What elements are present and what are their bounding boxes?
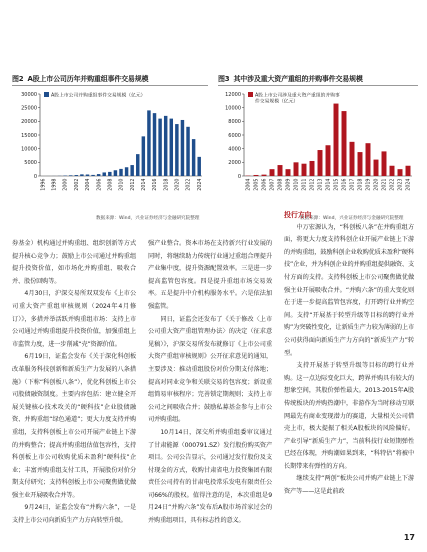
bar — [390, 166, 395, 176]
bar — [197, 157, 200, 176]
text-column-right-body — [284, 222, 414, 499]
x-tick-label: 2015 — [334, 178, 340, 191]
page-number: 17 — [403, 533, 415, 542]
figure-2-source: 数据来源：Wind，兴业证券经济与金融研究院整理 — [96, 216, 200, 221]
bar — [125, 167, 128, 176]
section-heading: 投行方向 — [284, 211, 312, 219]
x-tick-label: 2010 — [119, 178, 125, 191]
x-tick-label: 1998 — [52, 178, 58, 191]
figure-3 — [218, 74, 418, 209]
x-tick-label: 2008 — [278, 178, 284, 191]
x-tick-label: 2012 — [310, 178, 316, 191]
bar — [262, 175, 267, 176]
x-tick-label: 2002 — [74, 178, 80, 191]
bar — [181, 120, 184, 176]
x-tick-label: 2004 — [246, 178, 252, 191]
x-tick-label: 2006 — [97, 178, 103, 191]
bar — [278, 165, 283, 176]
x-tick-label: 2005 — [254, 178, 260, 191]
x-tick-label: 2018 — [358, 178, 364, 191]
legend-label: A股上市公司并购重组事件交易规模（亿元） — [51, 93, 146, 99]
legend-swatch — [44, 92, 49, 97]
x-tick-label: 2023 — [398, 178, 404, 191]
paragraph: 中万宏源认为，“科创板八条”在并购重组方面，将更大力度支持科创企业开展产业链上下游的并购重组，鼓励科创企业收购优质未盈利“硬科技”企业，并为科创企业的并购重组提供融资、支付方面的支持。支持科创板上市公司聚焦做优做强主业开展吸收合并。“并购六条”的重大变化则在于进一步提高监管包容度，打开跨行业并购空间。支持“开展基于转型升级等目标的跨行业并购”为突破性变化，让新质生产力较为薄弱的上市公司获得面向新质生产力方向的“新质生产力”转型。 — [284, 223, 414, 357]
x-tick-label: 2022 — [186, 178, 192, 191]
figure-2-rule — [12, 85, 208, 86]
x-tick-label: 2014 — [326, 178, 332, 191]
bar — [170, 119, 173, 176]
bar — [136, 154, 139, 176]
bar — [350, 142, 355, 176]
x-tick-label: 2016 — [153, 178, 159, 191]
bar — [302, 164, 307, 176]
paragraph: 4月30日，沪深交易所双双发布《上市公司重大资产重组审核规则（2024年4月修订）》，多措并举活跃并购重组市场：支持上市公司通过并购重组提升投资价值，加强重组上市监管力度，进一步削减“壳”资源价值。 — [12, 290, 136, 348]
x-tick-label: 2018 — [164, 178, 170, 191]
x-tick-label: 2016 — [342, 178, 348, 191]
x-tick-label: 2020 — [175, 178, 181, 191]
bar — [334, 104, 339, 176]
bar — [153, 113, 156, 176]
x-tick-label: 2000 — [63, 178, 69, 191]
y-tick-label: 25000 — [21, 105, 37, 112]
bar — [108, 172, 111, 176]
legend-swatch — [248, 92, 253, 97]
y-tick-label: 15000 — [21, 132, 37, 139]
y-tick-label: 5000 — [24, 160, 37, 167]
bar — [75, 175, 78, 176]
figure-3-chart — [218, 88, 418, 200]
figure-2-title: 图2 A股上市公司历年并购重组事件交易规模 — [12, 75, 149, 83]
x-tick-label: 2022 — [390, 178, 396, 191]
bar — [382, 151, 387, 176]
bar — [310, 161, 315, 176]
x-tick-label: 2019 — [366, 178, 372, 191]
text-column-middle — [148, 238, 272, 528]
bar — [80, 174, 83, 176]
bar — [270, 169, 275, 176]
x-tick-label: 2020 — [374, 178, 380, 191]
bar — [186, 127, 189, 176]
y-tick-label: 12000 — [225, 91, 241, 98]
figure-2-chart — [12, 88, 208, 200]
bar — [406, 166, 411, 176]
y-tick-label: 10000 — [21, 146, 37, 153]
bar — [97, 174, 100, 176]
legend-line: 件交易规模（亿元） — [255, 99, 299, 105]
bar — [374, 160, 379, 176]
y-tick-label: 2000 — [228, 160, 241, 167]
bar — [318, 150, 323, 176]
x-tick-label: 2008 — [108, 178, 114, 191]
bar — [175, 124, 178, 176]
bar — [158, 119, 161, 176]
bar — [366, 143, 371, 176]
y-tick-label: 0 — [237, 173, 241, 180]
x-tick-label: 2017 — [350, 178, 356, 191]
bar — [286, 169, 291, 176]
x-tick-label: 2012 — [130, 178, 136, 191]
bar — [69, 175, 72, 176]
x-tick-label: 2009 — [286, 178, 292, 191]
bar — [130, 165, 133, 176]
legend-label — [255, 91, 340, 104]
figure-3-source: 数据来源：Wind，兴业证券经济与金融研究院整理 — [300, 216, 404, 221]
paragraph: 6月19日，证监会发布《关于深化科创板改革服务科技创新和新质生产力发展的八条措施》（下称“科创板八条”），优化科创板上市公司股债融资制度。主要内容包括：建立健全开展关键核心技术攻关的“硬科技”企业股债融资、并购重组“绿色通道”；更大力度支持并购重组，支持科创板上市公司开展产业链上下游的并购整合；提高并购重组估值包容性，支持科创板上市公司收购优质未盈利“硬科技”企业；丰富并购重组支付工具，开展股份对价分期支付研究；支持科创板上市公司聚焦做优做强主业开展吸收合并等。 — [12, 353, 136, 499]
y-tick-label: 0 — [33, 173, 37, 180]
x-tick-label: 2014 — [141, 178, 147, 191]
y-tick-label: 6000 — [228, 132, 241, 139]
paragraph: 券基金）机构通过并购重组、组织创新等方式提升核心竞争力；鼓励上市公司通过并购重组提升投资价值，如市场化并购重组、吸收合并、股份回购等。 — [12, 240, 136, 285]
legend-line: A股上市公司涉及重大资产重组的并购事 — [255, 93, 340, 99]
x-tick-label: 1996 — [41, 178, 47, 191]
bar — [164, 116, 167, 176]
bar — [398, 169, 403, 176]
bar — [103, 172, 106, 176]
figure-3-title: 图3 其中涉及重大资产重组的并购事件交易规模 — [218, 75, 363, 83]
x-tick-label: 2021 — [382, 178, 388, 191]
y-tick-label: 8000 — [228, 119, 241, 126]
x-tick-label: 2024 — [406, 178, 412, 191]
bar — [119, 169, 122, 176]
x-tick-label: 2013 — [318, 178, 324, 191]
y-tick-label: 10000 — [225, 105, 241, 112]
paragraph: 9月24日，证监会发布“并购六条”，一是支持上市公司向新质生产力方向转型升级。 — [12, 504, 136, 525]
paragraph: 强产业整合。资本市场在支持新兴行业发展的同时，将继续助力传统行业通过重组合理提升产业集中度，提升资源配置效率。三是进一步提高监管包容度。四是提升重组市场交易效率。五是提升中介机构服务水平。六是依法加强监管。 — [148, 240, 272, 310]
bar — [192, 139, 195, 176]
bar — [358, 152, 363, 176]
bar — [342, 111, 347, 176]
text-column-left — [12, 238, 136, 528]
x-tick-label: 2006 — [262, 178, 268, 191]
y-tick-label: 20000 — [21, 119, 37, 126]
bar — [86, 174, 89, 176]
bar — [142, 136, 145, 176]
x-tick-label: 2011 — [302, 178, 308, 191]
bar — [147, 110, 150, 176]
figure-2 — [12, 74, 208, 209]
bar — [91, 175, 94, 176]
bar — [254, 175, 259, 176]
bar — [294, 162, 299, 176]
text-column-right — [284, 209, 414, 499]
paragraph: 10月14日，深交所并购重组委审议通过了甘肃能源（000791.SZ）发行股份购买资产项目。公司公告显示，公司通过发行股份及支付现金的方式，收购甘肃省电力投资集团有限责任公司持有的甘肃电投常乐发电有限责任公司66%的股权。值得注意的是，本次重组是9月24日“并购六条”发布后A股市场首家过会的并购重组项目，具有标志性的意义。 — [148, 428, 272, 525]
x-tick-label: 2024 — [197, 178, 203, 191]
y-tick-label: 4000 — [228, 146, 241, 153]
paragraph: 继续支持“两创”板块公司并购产业链上下游资产等——这是此前政 — [284, 475, 414, 496]
y-tick-label: 30000 — [21, 91, 37, 98]
bar — [326, 145, 331, 176]
bar — [114, 170, 117, 176]
x-tick-label: 2007 — [270, 178, 276, 191]
x-tick-label: 2010 — [294, 178, 300, 191]
paragraph: 支持开展基于转型升级等目标的跨行业并购。这一点边际变化巨大，跨界并购具有较大的想象空间，其股价弹性最大。2013-2015年A股传统板块的并购热潮中，非游作为当时移动互联网最先有商业变现潜力的赛道，大量相关公司借壳上市，极大提振了相关A股板块的风险偏好。产业引导“新质生产力”，当前科技行业短期弹性已经在体现，并购潮如果到来，“科特估”将被中长期带来有弹性的方向。 — [284, 362, 414, 470]
figure-3-rule — [218, 85, 418, 86]
x-tick-label: 2004 — [86, 178, 92, 191]
paragraph: 同日，证监会还发布了《关于修改〈上市公司重大资产重组管理办法〉的决定（征求意见稿）》，沪深交易所发布就修订《上市公司重大资产重组审核规则》公开征求意见的通知，主要涉及：推动重组股份对价分期支付落地；提高对同业竞争和关联交易的包容度；新设重组简易审核程序；完善锁定期规则；支持上市公司之间吸收合并；鼓励私募基金参与上市公司并购重组。 — [148, 315, 272, 424]
